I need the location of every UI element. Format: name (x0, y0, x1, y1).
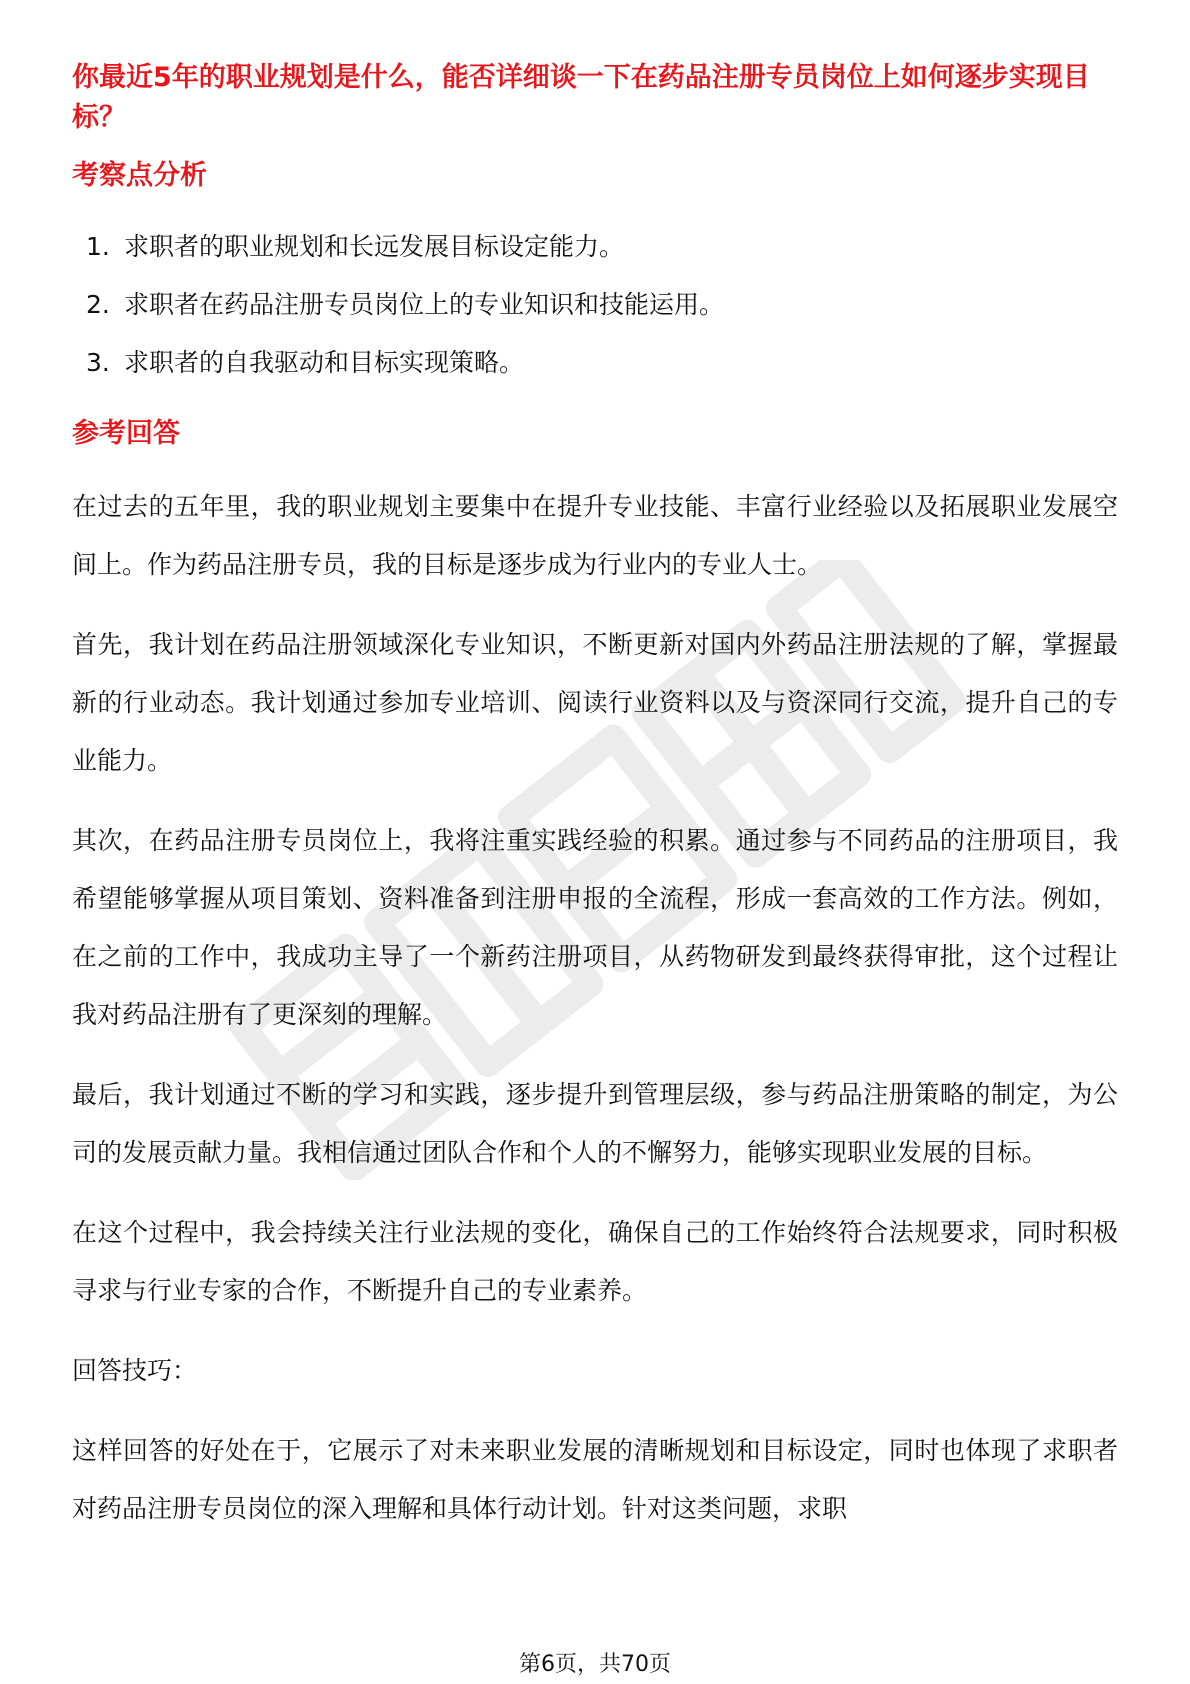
analysis-point (72, 334, 1118, 392)
point-text: 求职者的自我驱动和目标实现策略。 (124, 348, 525, 377)
point-text: 求职者在药品注册专员岗位上的专业知识和技能运用。 (124, 290, 725, 319)
answer-title: 参考回答 (72, 418, 180, 449)
answer-paragraph: 在过去的五年里，我的职业规划主要集中在提升专业技能、丰富行业经验以及拓展职业发展空间上。作为药品注册专员，我的目标是逐步成为行业内的专业人士。 (72, 492, 1118, 579)
point-number: 2. (86, 290, 110, 319)
answer-paragraph: 首先，我计划在药品注册领域深化专业知识，不断更新对国内外药品注册法规的了解，掌握最新的行业动态。我计划通过参加专业培训、阅读行业资料以及与资深同行交流，提升自己的专业能力。 (72, 630, 1118, 775)
page-number-footer: 第6页，共70页 (519, 1652, 671, 1677)
analysis-point (72, 218, 1118, 276)
answer-paragraph: 在这个过程中，我会持续关注行业法规的变化，确保自己的工作始终符合法规要求，同时积极寻求与行业专家的合作，不断提升自己的专业素养。 (72, 1218, 1118, 1305)
point-number: 1. (86, 232, 110, 261)
tips-title: 回答技巧： (72, 1356, 198, 1385)
main-content (72, 58, 1118, 1538)
point-number: 3. (86, 348, 110, 377)
analysis-point (72, 276, 1118, 334)
answer-paragraph: 其次，在药品注册专员岗位上，我将注重实践经验的积累。通过参与不同药品的注册项目，我希望能够掌握从项目策划、资料准备到注册申报的全流程，形成一套高效的工作方法。例如，在之前的工作中，我成功主导了一个新药注册项目，从药物研发到最终获得审批，这个过程让我对药品注册有了更深刻的理解。 (72, 826, 1118, 1029)
analysis-title: 考察点分析 (72, 160, 207, 191)
answer-paragraph: 最后，我计划通过不断的学习和实践，逐步提升到管理层级，参与药品注册策略的制定，为公司的发展贡献力量。我相信通过团队合作和个人的不懈努力，能够实现职业发展的目标。 (72, 1080, 1118, 1167)
point-text: 求职者的职业规划和长远发展目标设定能力。 (124, 232, 625, 261)
tips-paragraph: 这样回答的好处在于，它展示了对未来职业发展的清晰规划和目标设定，同时也体现了求职者对药品注册专员岗位的深入理解和具体行动计划。针对这类问题，求职 (72, 1436, 1118, 1523)
question-heading: 你最近5年的职业规划是什么，能否详细谈一下在药品注册专员岗位上如何逐步实现目标？ (72, 62, 1090, 133)
analysis-point-list (72, 218, 1118, 392)
